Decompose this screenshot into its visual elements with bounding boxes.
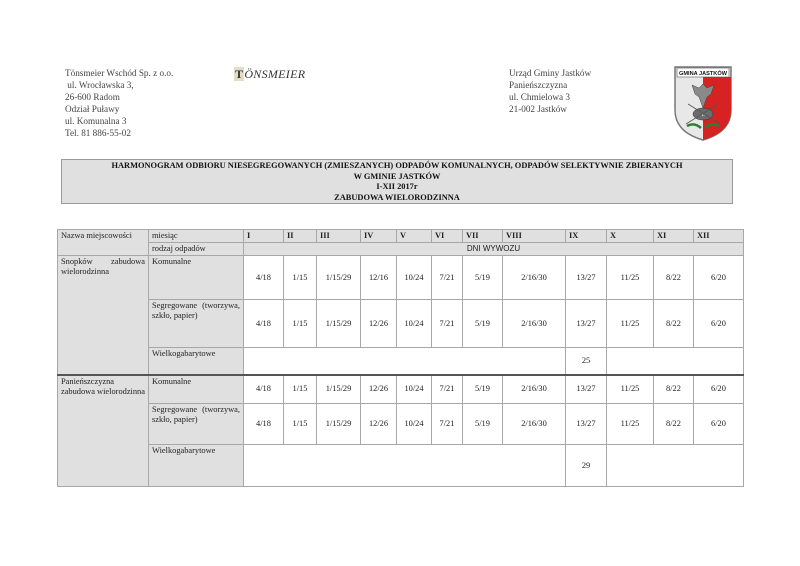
collection-day: 5/19 <box>463 404 503 445</box>
collection-day: 11/25 <box>607 300 654 348</box>
days-header-row <box>58 243 744 256</box>
svg-text:L: L <box>701 113 705 118</box>
collection-day: 12/26 <box>361 404 397 445</box>
collection-day: 4/18 <box>244 375 284 404</box>
gmina-jastkow-crest-icon <box>672 64 734 142</box>
waste-type: Komunalne <box>149 256 244 300</box>
empty-cells <box>607 445 744 487</box>
collection-day: 1/15 <box>284 300 317 348</box>
collection-day: 6/20 <box>694 300 744 348</box>
month-header: VII <box>463 230 503 243</box>
month-header: V <box>397 230 432 243</box>
collection-day: 7/21 <box>432 375 463 404</box>
collection-day: 10/24 <box>397 375 432 404</box>
recipient-line: Panieńszczyzna <box>509 80 568 90</box>
collection-day: 13/27 <box>566 404 607 445</box>
collection-day: 5/19 <box>463 375 503 404</box>
collection-schedule-table <box>57 229 744 487</box>
recipient-line: ul. Chmielowa 3 <box>509 92 570 102</box>
month-header: X <box>607 230 654 243</box>
month-header: II <box>284 230 317 243</box>
sender-line: Tönsmeier Wschód Sp. z o.o. <box>65 68 174 78</box>
svg-text:GMINA JASTKÓW: GMINA JASTKÓW <box>679 71 727 77</box>
month-header: VI <box>432 230 463 243</box>
month-header: III <box>317 230 361 243</box>
collection-day: 7/21 <box>432 256 463 300</box>
location-column-header: Nazwa miejscowości <box>58 230 149 256</box>
collection-day: 10/24 <box>397 256 432 300</box>
collection-day: 29 <box>566 445 607 487</box>
month-header-row <box>58 230 744 243</box>
collection-day: 8/22 <box>654 300 694 348</box>
sender-address <box>65 67 173 139</box>
collection-day: 4/18 <box>244 256 284 300</box>
collection-day: 1/15 <box>284 404 317 445</box>
collection-day: 1/15/29 <box>317 404 361 445</box>
table-row <box>58 300 744 348</box>
collection-day: 12/26 <box>361 300 397 348</box>
collection-day: 8/22 <box>654 404 694 445</box>
waste-type: Segregowane (tworzywa, szkło, papier) <box>149 300 244 348</box>
sender-line: 26-600 Radom <box>65 92 120 102</box>
logo-first-letter: T <box>235 67 244 81</box>
collection-days-header: DNI WYWOZU <box>244 243 744 256</box>
collection-day: 2/16/30 <box>503 256 566 300</box>
waste-type: Komunalne <box>149 375 244 404</box>
title-line-1: HARMONOGRAM ODBIORU NIESEGREGOWANYCH (ZMIESZANYCH) ODPADÓW KOMUNALNYCH, ODPADÓW SELEKTYWNIE ZBIERANYCH <box>111 161 683 170</box>
collection-day: 13/27 <box>566 300 607 348</box>
collection-day: 5/19 <box>463 256 503 300</box>
collection-day: 1/15 <box>284 256 317 300</box>
month-column-header: miesiąc <box>149 230 244 243</box>
collection-day: 7/21 <box>432 300 463 348</box>
collection-day: 8/22 <box>654 375 694 404</box>
table-row <box>58 348 744 375</box>
collection-day: 10/24 <box>397 404 432 445</box>
location-name: Panieńszczyzna zabudowa wielorodzinna <box>58 375 149 487</box>
table-row <box>58 445 744 487</box>
collection-day: 12/16 <box>361 256 397 300</box>
collection-day: 11/25 <box>607 404 654 445</box>
collection-day: 2/16/30 <box>503 375 566 404</box>
month-header: IV <box>361 230 397 243</box>
collection-day: 12/26 <box>361 375 397 404</box>
collection-day: 13/27 <box>566 375 607 404</box>
schedule-title <box>61 159 733 204</box>
table-row <box>58 256 744 300</box>
collection-day: 8/22 <box>654 256 694 300</box>
month-header: XII <box>694 230 744 243</box>
sender-line: ul. Wrocławska 3, <box>65 80 134 90</box>
collection-day: 5/19 <box>463 300 503 348</box>
collection-day: 7/21 <box>432 404 463 445</box>
collection-day: 4/18 <box>244 300 284 348</box>
waste-type-column-header: rodzaj odpadów <box>149 243 244 256</box>
collection-day: 4/18 <box>244 404 284 445</box>
logo-rest: ÖNSMEIER <box>244 67 306 81</box>
recipient-address <box>509 67 591 115</box>
collection-day: 6/20 <box>694 375 744 404</box>
collection-day: 6/20 <box>694 256 744 300</box>
tonsmeier-logo <box>234 67 305 82</box>
empty-cells <box>244 445 566 487</box>
table-row <box>58 404 744 445</box>
month-header: I <box>244 230 284 243</box>
empty-cells <box>607 348 744 375</box>
recipient-line: 21-002 Jastków <box>509 104 567 114</box>
sender-line: Odział Puławy <box>65 104 120 114</box>
collection-day: 11/25 <box>607 375 654 404</box>
collection-day: 2/16/30 <box>503 300 566 348</box>
collection-day: 1/15 <box>284 375 317 404</box>
collection-day: 11/25 <box>607 256 654 300</box>
waste-type: Wielkogabarytowe <box>149 445 244 487</box>
collection-day: 10/24 <box>397 300 432 348</box>
collection-day: 1/15/29 <box>317 256 361 300</box>
collection-day: 6/20 <box>694 404 744 445</box>
location-name: Snopków zabudowa wielorodzinna <box>58 256 149 375</box>
empty-cells <box>244 348 566 375</box>
collection-day: 2/16/30 <box>503 404 566 445</box>
waste-type: Segregowane (tworzywa, szkło, papier) <box>149 404 244 445</box>
collection-day: 25 <box>566 348 607 375</box>
recipient-line: Urząd Gminy Jastków <box>509 68 592 78</box>
sender-line: ul. Komunalna 3 <box>65 116 127 126</box>
collection-day: 1/15/29 <box>317 300 361 348</box>
waste-type: Wielkogabarytowe <box>149 348 244 375</box>
sender-line: Tel. 81 886-55-02 <box>65 128 131 138</box>
collection-day: 1/15/29 <box>317 375 361 404</box>
table-row <box>58 375 744 404</box>
title-line-3: I-XII 2017r <box>376 182 418 191</box>
month-header: IX <box>566 230 607 243</box>
collection-day: 13/27 <box>566 256 607 300</box>
month-header: VIII <box>503 230 566 243</box>
month-header: XI <box>654 230 694 243</box>
title-line-4: ZABUDOWA WIELORODZINNA <box>334 192 460 202</box>
title-line-2: W GMINIE JASTKÓW <box>353 171 441 181</box>
